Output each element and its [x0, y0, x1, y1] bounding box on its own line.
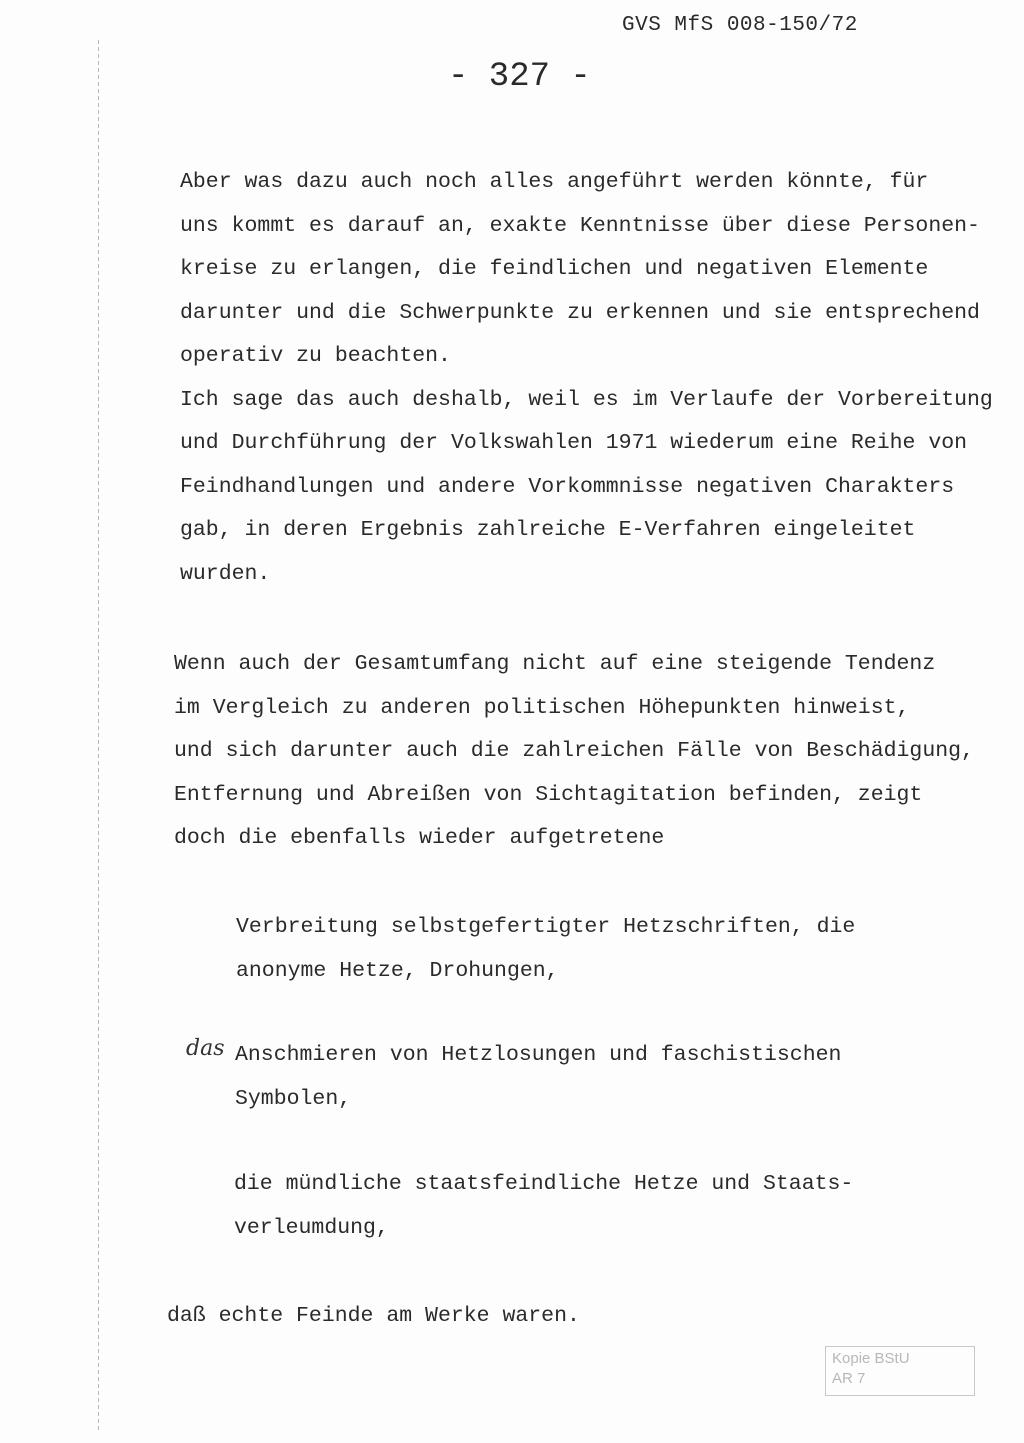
- text-line: die mündliche staatsfeindliche Hetze und Staats-: [234, 1172, 854, 1196]
- paragraph-1: [180, 161, 993, 596]
- text-line: doch die ebenfalls wieder aufgetretene: [174, 826, 665, 850]
- text-line: im Vergleich zu anderen politischen Höhepunkten hinweist,: [174, 695, 910, 720]
- stamp-line-1: Kopie BStU: [832, 1350, 910, 1367]
- text-line: Anschmieren von Hetzlosungen und faschistischen: [235, 1043, 842, 1067]
- paragraph-2: [174, 643, 974, 861]
- text-line: Wenn auch der Gesamtumfang nicht auf eine steigende Tendenz: [174, 652, 936, 676]
- page-number: - 327 -: [448, 58, 591, 96]
- text-line: und Durchführung der Volkswahlen 1971 wiederum eine Reihe von: [180, 431, 968, 455]
- text-line: Aber was dazu auch noch alles angeführt werden könnte, für: [180, 170, 929, 194]
- text-line: operativ zu beachten.: [180, 344, 451, 368]
- stamp-line-2: AR 7: [832, 1370, 866, 1387]
- text-line: Ich sage das auch deshalb, weil es im Verlaufe der Vorbereitung: [180, 387, 993, 412]
- text-line: verleumdung,: [234, 1215, 389, 1240]
- text-line: Feindhandlungen und andere Vorkommnisse negativen Charakters: [180, 474, 955, 499]
- text-line: Verbreitung selbstgefertigter Hetzschriften, die: [236, 915, 856, 939]
- text-line: gab, in deren Ergebnis zahlreiche E-Verfahren eingeleitet: [180, 518, 916, 542]
- text-line: darunter und die Schwerpunkte zu erkennen und sie entsprechend: [180, 300, 980, 325]
- text-line: daß echte Feinde am Werke waren.: [167, 1304, 580, 1328]
- text-line: wurden.: [180, 561, 271, 586]
- binding-edge: [98, 40, 99, 1430]
- closing-line: [167, 1295, 580, 1339]
- list-item-2: [235, 1034, 841, 1121]
- text-line: Symbolen,: [235, 1086, 352, 1111]
- archive-stamp: [825, 1346, 975, 1396]
- text-line: anonyme Hetze, Drohungen,: [236, 958, 559, 983]
- list-item-1: [236, 906, 855, 993]
- text-line: Entfernung und Abreißen von Sichtagitation befinden, zeigt: [174, 782, 923, 807]
- list-item-3: [234, 1163, 853, 1250]
- text-line: kreise zu erlangen, die feindlichen und negativen Elemente: [180, 257, 929, 281]
- handwritten-insert: das: [186, 1036, 225, 1061]
- text-line: uns kommt es darauf an, exakte Kenntnisse über diese Personen-: [180, 213, 980, 238]
- text-line: und sich darunter auch die zahlreichen Fälle von Beschädigung,: [174, 739, 974, 763]
- document-reference: GVS MfS 008-150/72: [622, 14, 858, 37]
